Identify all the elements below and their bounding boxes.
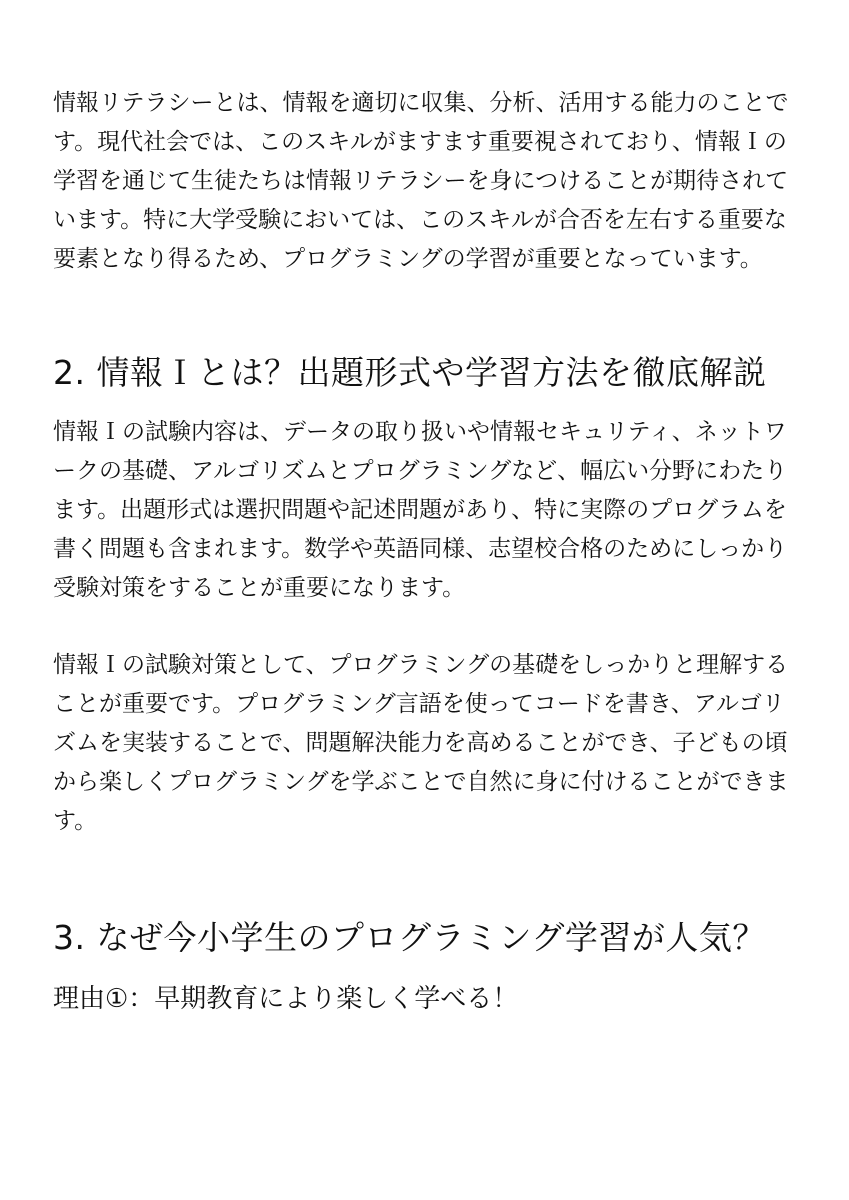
section-heading-3: 3. なぜ今小学生のプログラミング学習が人気？: [53, 918, 766, 957]
paragraph-information-literacy: 情報リテラシーとは、情報を適切に収集、分析、活用する能力のことです。現代社会では、このスキルがますます重要視されており、情報Ｉの学習を通じて生徒たちは情報リテラシーを身につけることが期待されています。特に大学受験においては、このスキルが合否を左右する重要な要素となり得るため、プログラミングの学習が重要となっています。: [53, 90, 789, 272]
document-page: [53, 84, 803, 1017]
paragraph-exam-content: 情報Ｉの試験内容は、データの取り扱いや情報セキュリティ、ネットワークの基礎、アルゴリズムとプログラミングなど、幅広い分野にわたります。出題形式は選択問題や記述問題があり、特に実際のプログラムを書く問題も含まれます。数学や英語同様、志望校合格のためにしっかり受験対策をすることが重要になります。: [53, 419, 788, 601]
section-heading-2: 2. 情報Ｉとは？出題形式や学習方法を徹底解説: [53, 353, 767, 392]
reason-1-subheading: 理由①：早期教育により楽しく学べる！: [53, 984, 519, 1014]
paragraph-exam-preparation: 情報Ｉの試験対策として、プログラミングの基礎をしっかりと理解することが重要です。プログラミング言語を使ってコードを書き、アルゴリズムを実装することで、問題解決能力を高めることができ、子どもの頃から楽しくプログラミングを学ぶことで自然に身に付けることができます。: [53, 652, 789, 834]
